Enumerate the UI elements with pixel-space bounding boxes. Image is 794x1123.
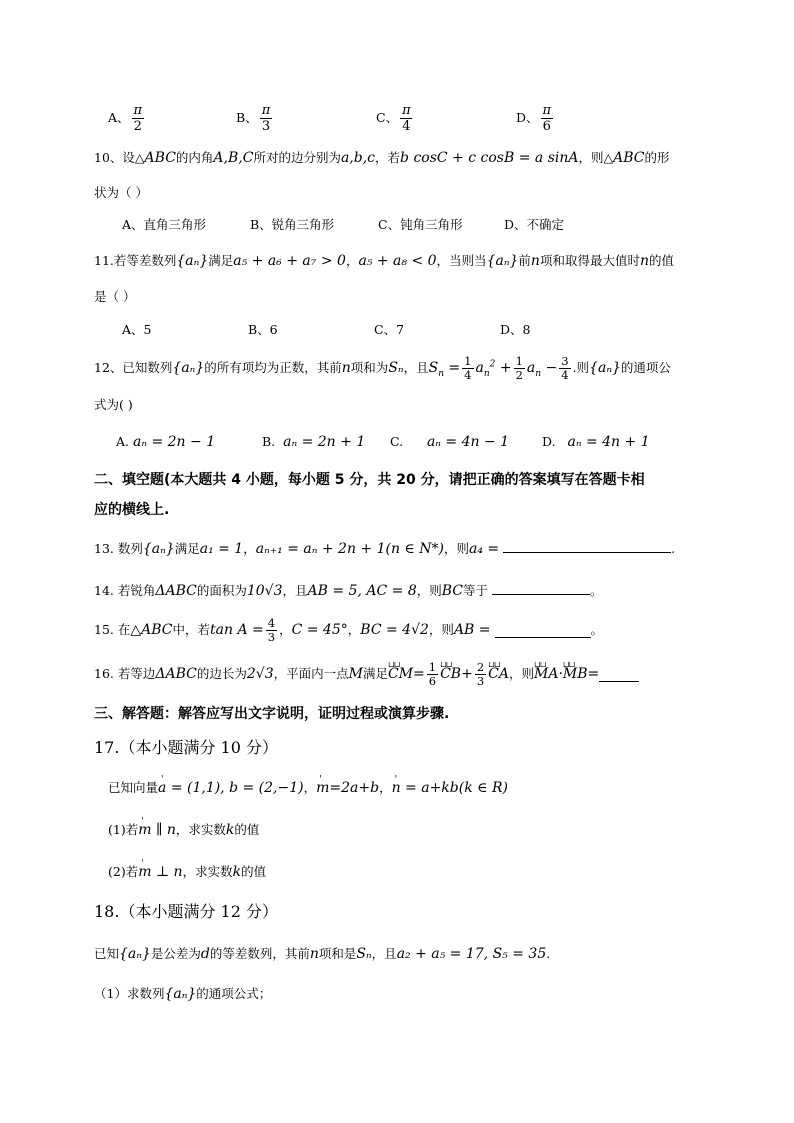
section3-heading: 三、解答题：解答应写出文字说明，证明过程或演算步骤. [94,706,450,722]
text: ， [345,253,359,268]
text: 11.若等差数列 [94,253,177,268]
math: n [341,360,351,376]
q10-line1 [94,148,670,168]
vector-ma: ⊔⊔ MA [534,664,558,684]
q18-heading: 18.（本小题满分 12 分） [94,902,278,921]
frac-num: π [133,102,143,118]
q16-line [94,656,639,692]
math: n [639,253,649,269]
math: a₂ + a₅ = 17, S₅ = 35 [396,946,547,962]
frac [559,355,570,382]
text: 15. 在 [94,622,131,637]
q11-line2: 是（ ） [94,289,136,304]
q9-option-c [376,103,516,134]
text: ，若 [375,150,401,165]
math: ' m ⊥ n [138,862,182,882]
q16-answer-blank[interactable] [599,667,639,682]
q15-answer-blank[interactable] [495,623,591,638]
math: a₅ + a₈ < 0 [358,253,437,269]
text: 满足 [362,666,388,681]
math: 10√3 [246,583,283,599]
q12-option-b [262,432,390,452]
text: 满足 [174,541,200,556]
frac-num: 3 [561,353,569,368]
q12-line2: 式为( ) [94,397,133,412]
math: ' a = (1,1), b = (2,−1) [158,778,304,798]
math: a₁ = 1 [199,541,244,557]
math: {aₙ} [486,253,519,269]
math: ABC [144,150,176,166]
text: (2)若 [108,864,139,879]
q11-option-a: A、5 [122,322,152,337]
vector-cb: ⊔⊔ CB [440,664,461,684]
q12-option-d [542,432,650,452]
q9-option-letter: D、 [516,110,539,125]
text: 。 [590,583,603,598]
q10-options [122,215,564,235]
q9-option-b [236,103,376,134]
text: ， [347,622,361,637]
text: ， [303,780,317,795]
q9-option-letter: A、 [108,110,130,125]
text: 项和取得最大值时 [539,253,640,268]
frac [266,617,277,644]
q14-line [94,580,603,601]
q12-options [116,432,650,452]
math: {aₙ} [142,541,175,557]
letter: C. [390,434,404,449]
frac-num: 2 [476,659,485,674]
text: 的通项公式； [196,986,272,1001]
text: ， [243,541,256,556]
math: a₄ = [468,541,500,557]
vector-mb: ⊔⊔ MB [563,664,588,684]
frac-num: 1 [515,353,523,368]
math: ΔABC [155,583,197,599]
text: 13. 数列 [94,541,143,556]
q9-option-letter: C、 [376,110,399,125]
text: 16. 若等边 [94,666,156,681]
q9-option-letter: B、 [236,110,258,125]
frac [475,661,486,688]
q18-given [94,944,550,964]
text: ，求实数 [175,822,226,837]
text: （1）求数列 [94,986,165,1001]
math: n [309,946,319,962]
frac [514,355,525,382]
frac-num: 4 [267,615,276,630]
text: ，求实数 [182,864,233,879]
text: 前 [518,253,531,268]
text: 的所有项均为正数，其前 [204,360,342,375]
vector-cm: ⊔⊔ CM [388,664,413,684]
text: 14. 若锐角 [94,583,156,598]
text: ，平面内一点 [273,666,349,681]
math: aₙ₊₁ = aₙ + 2n + 1(n ∈ N*) [255,541,444,557]
math: aₙ = 2n − 1 [133,434,216,450]
q11-options [122,320,530,340]
math: Sₙ [356,946,372,962]
text: 的值 [234,822,260,837]
frac-den: 4 [464,367,472,382]
frac-num: π [261,102,271,118]
q14-answer-blank[interactable] [492,580,590,595]
text: 是公差为 [150,946,201,961]
q17-part1 [108,820,259,840]
text: 满足 [208,253,234,268]
text: ，且 [371,946,397,961]
q11-line1 [94,251,674,271]
text: ， [279,622,292,637]
q9-option-fraction [400,103,413,134]
q9-option-d [516,103,555,134]
math: BC [441,583,464,599]
frac-den: 3 [261,118,271,134]
math: · [558,666,563,682]
math: ' m ∥ n [138,820,176,840]
text: ，则 [508,666,534,681]
frac-den: 2 [133,118,142,134]
q12-line1 [94,350,671,386]
text: ，当则当 [436,253,487,268]
math: △ABC [130,622,173,638]
math: tan A = [210,622,264,638]
math: ABC [613,150,645,166]
text: ， [379,780,392,795]
text: ，且 [282,583,308,598]
text: 的通项公 [620,360,671,375]
q10-option-a: A、直角三角形 [122,217,207,232]
math: d [200,946,210,962]
q18-part1 [94,984,271,1004]
frac-den: 3 [267,629,276,644]
math: ΔABC [155,666,197,682]
q15-line [94,612,603,648]
q9-option-fraction [260,103,273,134]
q13-line [94,538,675,559]
text: 。 [590,622,604,637]
frac-num: π [402,102,411,118]
q12-option-a [116,432,262,452]
math: n [530,253,540,269]
math: 2√3 [246,666,274,682]
math: = [587,666,600,682]
frac-den: 3 [476,673,485,688]
frac [427,661,438,688]
math: + [461,666,473,682]
q9-option-a [108,103,236,134]
math: $a_n$ − [526,360,558,379]
math: aₙ = 4n − 1 [426,434,510,450]
math: ' n = a+kb(k ∈ R) [392,778,508,798]
math: k [225,822,235,838]
text: 的内角 [175,150,214,165]
q17-given [108,778,508,798]
math: b cosC + c cosB = a sinA [400,150,579,166]
text: 12、已知数列 [94,360,173,375]
text: 的形 [644,150,670,165]
math: aₙ = 4n + 1 [567,434,650,450]
math: Sₙ [388,360,404,376]
math: a,b,c [340,150,376,166]
frac-den: 6 [428,673,437,688]
text: 中，若 [172,622,211,637]
text: ，则 [443,541,469,556]
q11-option-d: D、8 [500,322,531,337]
q9-option-fraction [541,103,554,134]
text: 10、设△ [94,150,145,165]
text: ，且 [403,360,429,375]
q10-option-b: B、锐角三角形 [250,217,335,232]
frac-num: π [542,102,552,118]
q12-option-c [390,432,542,452]
math: {aₙ} [176,253,209,269]
math: BC = 4√2 [360,622,429,638]
math: {aₙ} [589,360,621,376]
text: 的等差数列，其前 [209,946,310,961]
text: . [546,946,551,961]
frac-den: 4 [561,367,569,382]
text: ，则△ [578,150,614,165]
math: k [232,864,242,880]
math: {aₙ} [119,946,151,962]
frac-den: 6 [542,118,551,134]
math: AB = 5, AC = 8 [307,583,417,599]
q10-option-c: C、钝角三角形 [378,217,463,232]
text: 项和是 [318,946,357,961]
q13-answer-blank[interactable] [503,538,671,553]
letter: B. [262,434,276,449]
text: . [671,541,676,556]
q9-options [108,98,555,138]
text: .则 [572,360,590,375]
text: (1)若 [108,822,139,837]
letter: D. [542,434,556,449]
text: 已知向量 [108,780,159,795]
math: = [413,666,425,682]
text: 的边长为 [196,666,247,681]
q17-heading: 17.（本小题满分 10 分） [94,738,278,757]
text: 的值 [649,253,675,268]
section2-heading: 二、填空题(本大题共 4 小题，每小题 5 分，共 20 分，请把正确的答案填写在答题卡相 [94,472,645,488]
frac-den: 4 [402,118,411,134]
q9-option-fraction [132,103,145,134]
q10-line2: 状为（ ） [94,185,148,200]
math: AB = [453,622,491,638]
math: {aₙ} [164,986,197,1002]
vector-ca: ⊔⊔ CA [488,664,509,684]
math: a₅ + a₆ + a₇ > 0 [233,253,346,269]
text: ，则 [416,583,442,598]
frac [462,355,473,382]
math: C = 45° [291,622,348,638]
letter: A. [116,434,130,449]
frac-den: 2 [515,367,523,382]
math: A,B,C [213,150,254,166]
q17-part2 [108,862,266,882]
q10-option-d: D、不确定 [504,217,565,232]
text: 项和为 [350,360,389,375]
section2-heading-cont: 应的横线上. [94,502,170,518]
q11-option-c: C、7 [374,322,405,337]
frac-num: 1 [464,353,472,368]
frac-num: 1 [428,659,437,674]
text: 已知 [94,946,120,961]
q11-option-b: B、6 [248,322,278,337]
text: 所对的边分别为 [253,150,341,165]
math: ' m=2a+b [316,778,379,798]
text: 的面积为 [196,583,247,598]
math: M [348,666,363,682]
math: {aₙ} [172,360,205,376]
text: ，则 [428,622,454,637]
q12-equation: $S_n$ = [428,360,461,379]
math: $a_n^2$ + [475,359,512,379]
math: aₙ = 2n + 1 [283,434,366,450]
text: 的值 [241,864,267,879]
text: 等于 [463,583,489,598]
